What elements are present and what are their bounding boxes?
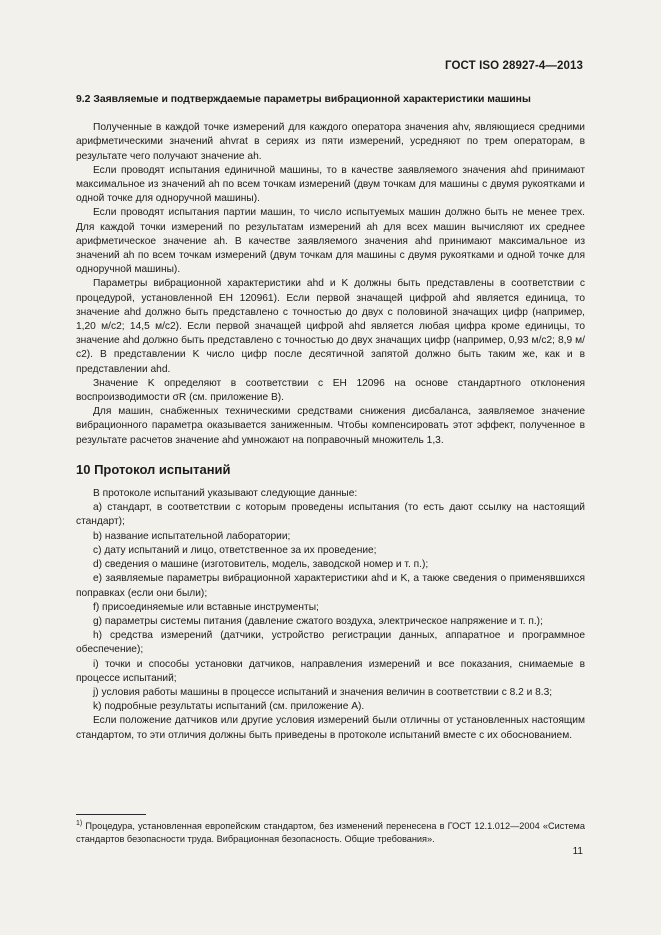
paragraph: Параметры вибрационной характеристики ahd и K должны быть представлены в соответствии с процедурой, установленной ЕН 120961). Если первой значащей цифрой ahd является единица, то значение ahd должно быть представлено с точностью до двух с половиной значащих цифр (например, 1,20 м/с2; 14,5 м/с2). Если первой значащей цифрой ahd является любая цифра кроме единицы, то значение ahd должно быть представлено с точностью до двух значащих цифр (например, 0,93 м/с2; 8,9 м/с2). В представлении K число цифр после десятичной запятой должно быть таким же, как и в представлении ahd. [76, 278, 585, 375]
list-item: b) название испытательной лаборатории; [93, 530, 291, 542]
page-number: 11 [572, 846, 583, 857]
section-9-2-title: 9.2 Заявляемые и подтверждаемые параметры вибрационной характеристики машины [76, 94, 531, 105]
list-item: c) дату испытаний и лицо, ответственное за их проведение; [93, 544, 377, 556]
paragraph: Значение K определяют в соответствии с ЕН 12096 на основе стандартного отклонения воспроизводимости σR (см. приложение В). [76, 377, 585, 404]
standard-id-header: ГОСТ ISO 28927-4—2013 [445, 60, 583, 72]
page-content [76, 93, 585, 743]
footnote [76, 818, 585, 845]
section-10-title: 10 Протокол испытаний [76, 461, 231, 477]
paragraph: В протоколе испытаний указывают следующие данные: [93, 488, 358, 500]
list-item: d) сведения о машине (изготовитель, модель, заводской номер и т. п.); [93, 559, 429, 571]
paragraph: Полученные в каждой точке измерений для каждого оператора значения ahv, являющиеся средними арифметическими значений ahvrat в сериях из пяти измерений, усредняют по трем операторам, в результате чего получают значение ah. [76, 122, 585, 162]
list-item: f) присоединяемые или вставные инструменты; [93, 601, 319, 613]
paragraph: Если проводят испытания партии машин, то число испытуемых машин должно быть не менее трех. Для каждой точки измерений по результатам измерений ah для всех машин вычисляют их среднее арифметическое значение ah. В качестве заявляемого значения ahd принимают максимальное из значений ah по всем точкам измерений (двум точкам для машины с двумя рукоятками и одной точке для одноручной машины). [76, 207, 585, 276]
paragraph: Если положение датчиков или другие условия измерений были отличны от установленных настоящим стандартом, то эти отличия должны быть приведены в протоколе испытаний вместе с их обоснованием. [76, 715, 585, 741]
footnote-divider [76, 814, 146, 815]
paragraph: Если проводят испытания единичной машины, то в качестве заявляемого значения ahd принимают максимальное из значений ah по всем точкам измерений (двум точкам для машины с двумя рукоятками и одной точке для одноручной машины). [76, 164, 585, 205]
list-item: j) условия работы машины в процессе испытаний и значения величин в соответствии с 8.2 и 8.3; [93, 686, 553, 698]
list-item: e) заявляемые параметры вибрационной характеристики ahd и K, а также сведения о применявшихся поправках (если они были); [76, 573, 585, 599]
paragraph: Для машин, снабженных техническими средствами снижения дисбаланса, заявляемое значение вибрационного параметра оказывается заниженным. Чтобы компенсировать этот эффект, полученное в результате расчетов значение ahd умножают на поправочный множитель 1,3. [76, 406, 585, 446]
list-item: i) точки и способы установки датчиков, направления измерений и все показания, снимаемые в процессе испытаний; [76, 658, 585, 684]
list-item: h) средства измерений (датчики, устройство регистрации данных, аппаратное и программное обеспечение); [76, 630, 585, 656]
list-item: a) стандарт, в соответствии с которым проведены испытания (то есть дают ссылку на настоящий стандарт); [76, 502, 585, 528]
list-item: k) подробные результаты испытаний (см. приложение А). [93, 701, 365, 713]
footnote-text: Процедура, установленная европейским стандартом, без изменений перенесена в ГОСТ 12.1.012—2004 «Система стандартов безопасности труда. Вибрационная безопасность. Общие требования». [76, 821, 585, 844]
footnote-marker: 1) [76, 820, 83, 827]
list-item: g) параметры системы питания (давление сжатого воздуха, электрическое напряжение и т. п.); [93, 615, 543, 627]
